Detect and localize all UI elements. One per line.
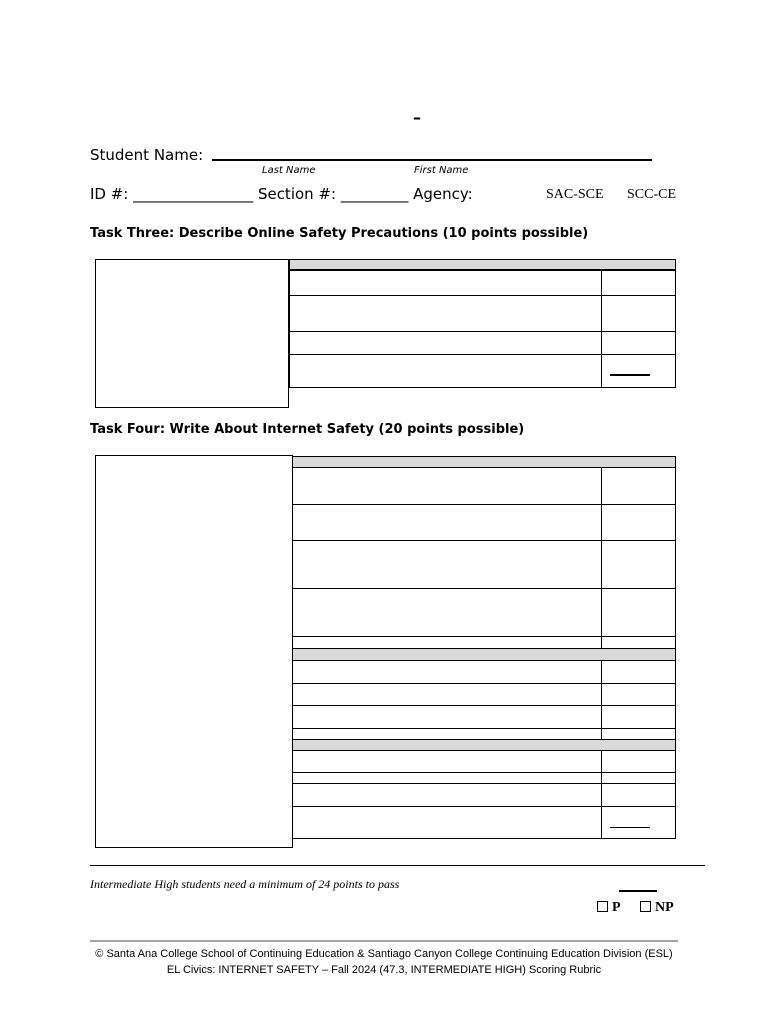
task-four-row xyxy=(292,660,602,684)
title-dash: – xyxy=(413,108,421,127)
agency-label: Agency: xyxy=(413,185,473,203)
task-four-row xyxy=(292,705,602,729)
task-four-row xyxy=(292,467,602,505)
task-four-row xyxy=(292,806,602,839)
pass-option[interactable] xyxy=(597,900,621,916)
task-four-row xyxy=(292,683,602,706)
task-four-score-cell[interactable] xyxy=(601,705,676,729)
task-three-title: Task Three: Describe Online Safety Precautions (10 points possible) xyxy=(90,226,589,241)
agency-option-scc-ce[interactable]: SCC-CE xyxy=(627,187,677,202)
task-four-total-line xyxy=(610,827,650,828)
task-four-title: Task Four: Write About Internet Safety (20 points possible) xyxy=(90,422,525,437)
task-four-left-box xyxy=(95,455,293,848)
task-three-row xyxy=(289,295,602,332)
section-label: Section #: xyxy=(257,185,337,203)
no-pass-label: NP xyxy=(655,900,674,915)
task-four-row xyxy=(292,588,602,637)
pass-checkbox-icon[interactable] xyxy=(597,901,608,912)
no-pass-checkbox-icon[interactable] xyxy=(640,901,651,912)
task-four-row xyxy=(292,540,602,589)
footer-copyright: © Santa Ana College School of Continuing Education & Santiago Canyon College Continuing Education Division (ESL) xyxy=(95,948,673,960)
task-three-score-cell[interactable] xyxy=(601,270,676,296)
task-three-score-cell[interactable] xyxy=(601,295,676,332)
task-three-row xyxy=(289,270,602,296)
task-four-row xyxy=(292,504,602,541)
task-three-total-cell[interactable] xyxy=(601,354,676,388)
last-name-label: Last Name xyxy=(262,165,316,176)
task-four-score-cell[interactable] xyxy=(601,540,676,589)
task-four-score-cell[interactable] xyxy=(601,588,676,637)
divider xyxy=(90,865,705,866)
task-four-total-cell[interactable] xyxy=(601,806,676,839)
first-name-label: First Name xyxy=(414,165,469,176)
task-four-row xyxy=(292,750,602,773)
task-four-score-cell[interactable] xyxy=(601,467,676,505)
task-four-score-cell[interactable] xyxy=(601,783,676,807)
id-row xyxy=(90,185,473,203)
task-four-score-cell[interactable] xyxy=(601,504,676,541)
no-pass-option[interactable] xyxy=(640,900,674,916)
section-field[interactable]: _________ xyxy=(340,185,409,203)
task-three-row xyxy=(289,331,602,355)
footer-divider xyxy=(90,940,678,942)
grand-total-line[interactable] xyxy=(619,890,657,892)
task-three-header-row xyxy=(289,259,676,270)
agency-option-sac-sce[interactable]: SAC-SCE xyxy=(546,187,604,202)
task-three-total-line xyxy=(610,374,650,376)
task-three-row xyxy=(289,354,602,388)
pass-note: Intermediate High students need a minimum of 24 points to pass xyxy=(90,877,400,891)
id-label: ID #: xyxy=(90,185,129,203)
footer-course: EL Civics: INTERNET SAFETY – Fall 2024 (47.3, INTERMEDIATE HIGH) Scoring Rubric xyxy=(166,964,602,976)
student-name-line[interactable] xyxy=(212,159,652,161)
task-four-score-cell[interactable] xyxy=(601,660,676,684)
task-four-row xyxy=(292,783,602,807)
task-four-score-cell[interactable] xyxy=(601,750,676,773)
task-three-score-cell[interactable] xyxy=(601,331,676,355)
id-field[interactable]: ________________ xyxy=(133,185,254,203)
task-three-left-box xyxy=(95,259,289,408)
pass-label: P xyxy=(612,900,621,915)
student-name-label: Student Name: xyxy=(90,146,204,164)
task-four-score-cell[interactable] xyxy=(601,683,676,706)
